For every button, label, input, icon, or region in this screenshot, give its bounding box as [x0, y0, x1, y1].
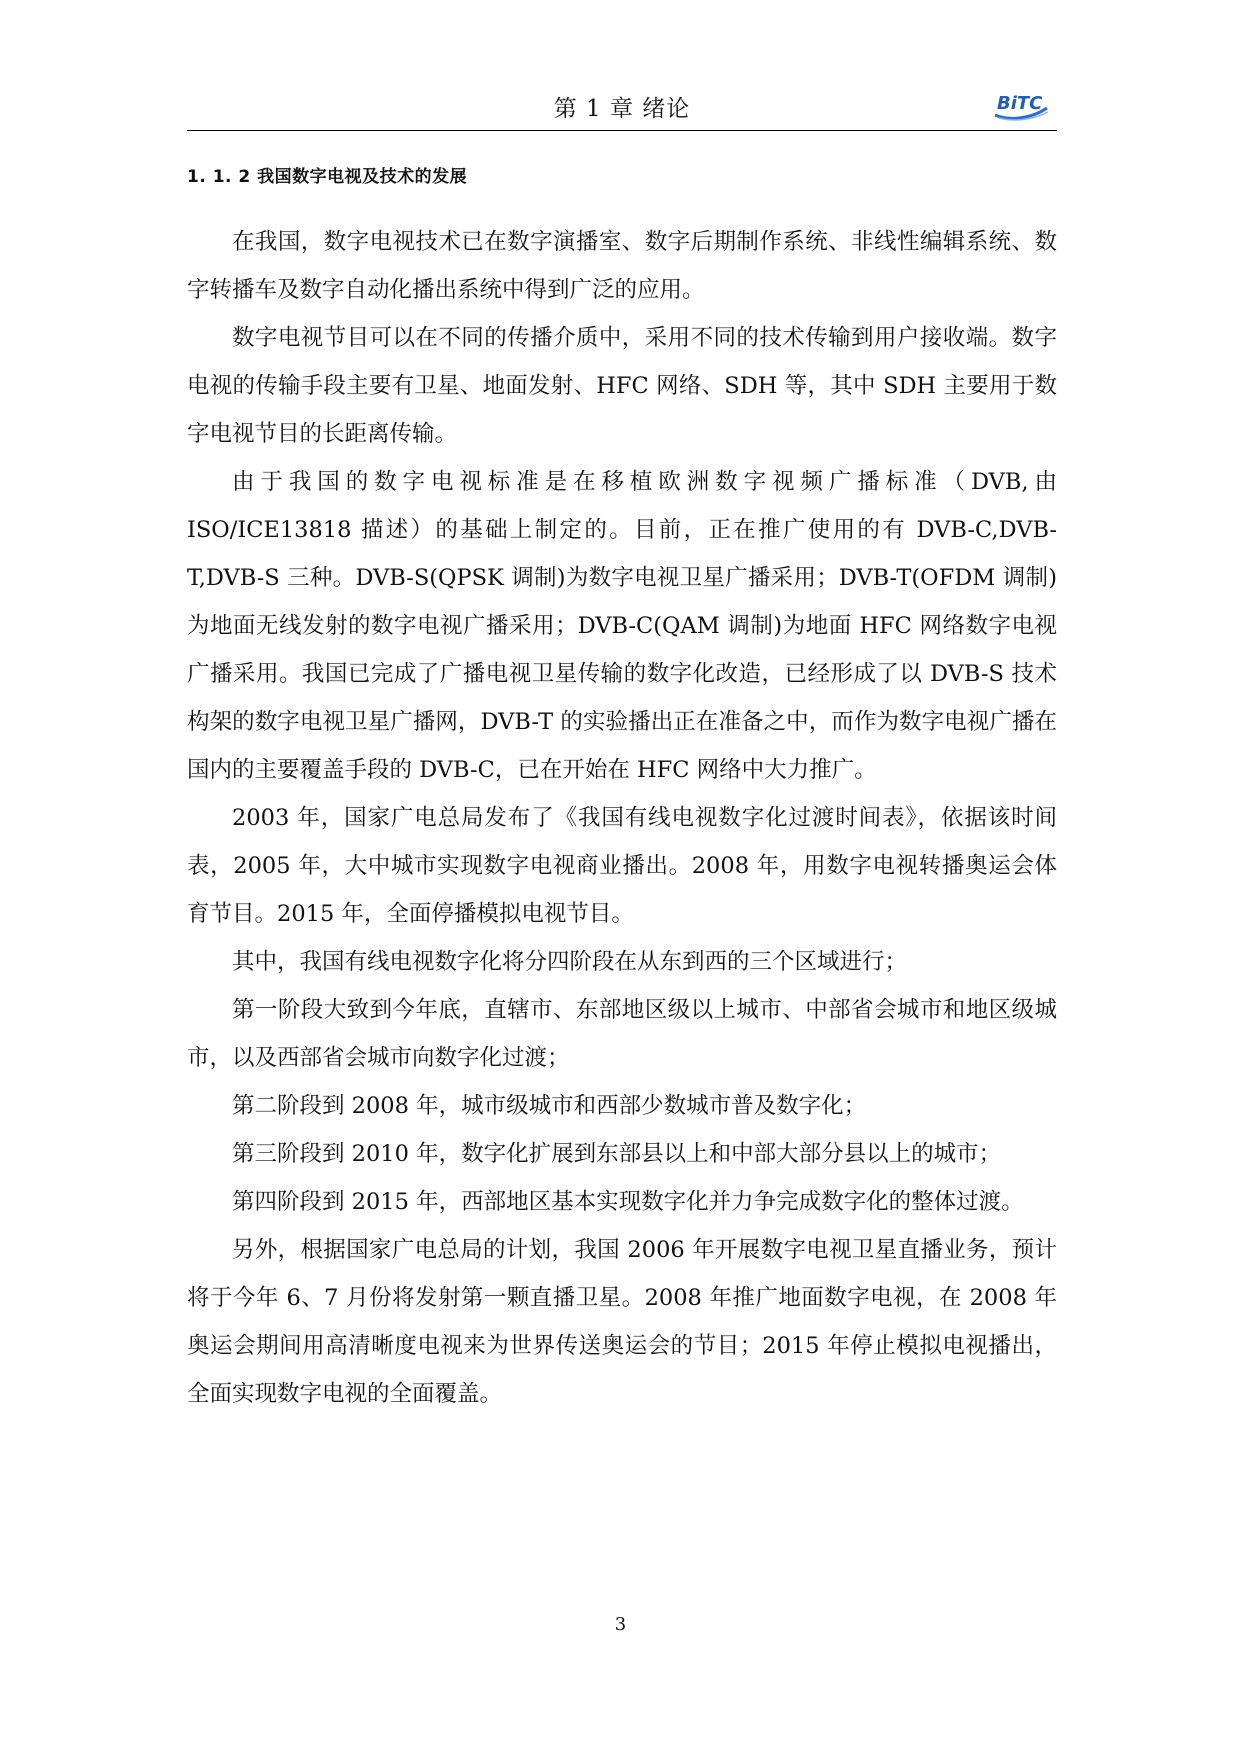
paragraph: 另外，根据国家广电总局的计划，我国 2006 年开展数字电视卫星直播业务，预计将于今年 6、7 月份将发射第一颗直播卫星。2008 年推广地面数字电视，在 2008 年奥运会期间用高清晰度电视来为世界传送奥运会的节目；2015 年停止模拟电视播出，全面实现数字电视的全面覆盖。 [187, 1237, 1057, 1407]
page-number: 3 [614, 1614, 627, 1635]
paragraph: 2003 年，国家广电总局发布了《我国有线电视数字化过渡时间表》，依据该时间表，2005 年，大中城市实现数字电视商业播出。2008 年，用数字电视转播奥运会体育节目。2015 年，全面停播模拟电视节目。 [187, 805, 1057, 927]
bitc-logo [991, 88, 1051, 122]
chapter-title: 第 1 章 绪论 [553, 96, 691, 122]
section-heading: 1. 1. 2 我国数字电视及技术的发展 [187, 167, 468, 187]
paragraph: 第四阶段到 2015 年，西部地区基本实现数字化并力争完成数字化的整体过渡。 [232, 1189, 1024, 1215]
document-body [187, 218, 1057, 1418]
paragraph: 数字电视节目可以在不同的传播介质中，采用不同的技术传输到用户接收端。数字电视的传输手段主要有卫星、地面发射、HFC 网络、SDH 等，其中 SDH 主要用于数字电视节目的长距离传输。 [187, 325, 1057, 447]
paragraph: 第二阶段到 2008 年，城市级城市和西部少数城市普及数字化； [232, 1093, 867, 1119]
paragraph: 在我国，数字电视技术已在数字演播室、数字后期制作系统、非线性编辑系统、数字转播车及数字自动化播出系统中得到广泛的应用。 [187, 229, 1057, 303]
page-header [187, 84, 1057, 131]
paragraph: 第三阶段到 2010 年，数字化扩展到东部县以上和中部大部分县以上的城市； [232, 1141, 1002, 1167]
logo-text: BiTC [997, 93, 1043, 114]
paragraph: 由于我国的数字电视标准是在移植欧洲数字视频广播标准（DVB,由 ISO/ICE13818 描述）的基础上制定的。目前，正在推广使用的有 DVB-C,DVB-T,DVB-S 三种。DVB-S(QPSK 调制)为数字电视卫星广播采用；DVB-T(OFDM 调制)为地面无线发射的数字电视广播采用；DVB-C(QAM 调制)为地面 HFC 网络数字电视广播采用。我国已完成了广播电视卫星传输的数字化改造，已经形成了以 DVB-S 技术构架的数字电视卫星广播网，DVB-T 的实验播出正在准备之中，而作为数字电视广播在国内的主要覆盖手段的 DVB-C，已在开始在 HFC 网络中大力推广。 [187, 469, 1057, 783]
paragraph: 第一阶段大致到今年底，直辖市、东部地区级以上城市、中部省会城市和地区级城市，以及西部省会城市向数字化过渡； [187, 997, 1057, 1071]
paragraph: 其中，我国有线电视数字化将分四阶段在从东到西的三个区域进行； [232, 949, 908, 975]
